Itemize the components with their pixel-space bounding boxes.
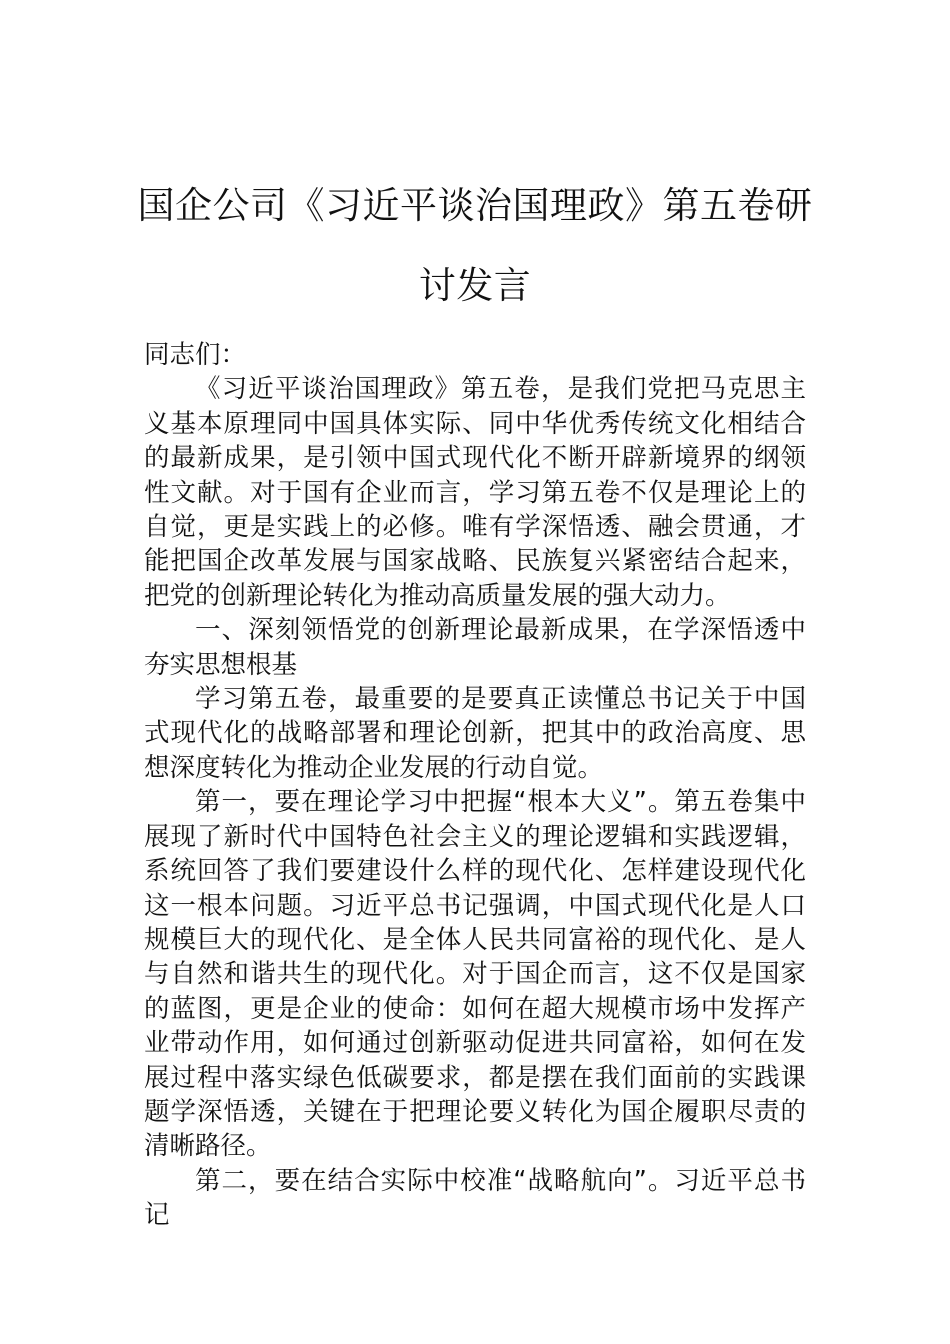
paragraph-point-2: 第二，要在结合实际中校准“战略航向”。习近平总书记 — [144, 1165, 806, 1231]
section-heading-1: 一、深刻领悟党的创新理论最新成果，在学深悟透中夯实思想根基 — [144, 615, 806, 680]
salutation: 同志们： — [144, 340, 247, 370]
paragraph-point-1: 第一，要在理论学习中把握“根本大义”。第五卷集中展现了新时代中国特色社会主义的理论逻辑和实践逻辑，系统回答了我们要建设什么样的现代化、怎样建设现代化这一根本问题。习近平总书记强调，中国式现代化是人口规模巨大的现代化、是全体人民共同富裕的现代化、是人与自然和谐共生的现代化。对于国企而言，这不仅是国家的蓝图，更是企业的使命：如何在超大规模市场中发挥产业带动作用，如何通过创新驱动促进共同富裕，如何在发展过程中落实绿色低碳要求，都是摆在我们面前的实践课题学深悟透，关键在于把理论要义转化为国企履职尽责的清晰路径。 — [144, 787, 806, 1162]
document-body — [144, 338, 806, 1233]
paragraph-intro: 《习近平谈治国理政》第五卷，是我们党把马克思主义基本原理同中国具体实际、同中华优秀传统文化相结合的最新成果，是引领中国式现代化不断开辟新境界的纲领性文献。对于国有企业而言，学习第五卷不仅是理论上的自觉，更是实践上的必修。唯有学深悟透、融会贯通，才能把国企改革发展与国家战略、民族复兴紧密结合起来，把党的创新理论转化为推动高质量发展的强大动力。 — [144, 374, 806, 611]
paragraph-section1-lead: 学习第五卷，最重要的是要真正读懂总书记关于中国式现代化的战略部署和理论创新，把其中的政治高度、思想深度转化为推动企业发展的行动自觉。 — [144, 684, 806, 783]
document-title: 国企公司《习近平谈治国理政》第五卷研讨发言 — [137, 184, 813, 307]
